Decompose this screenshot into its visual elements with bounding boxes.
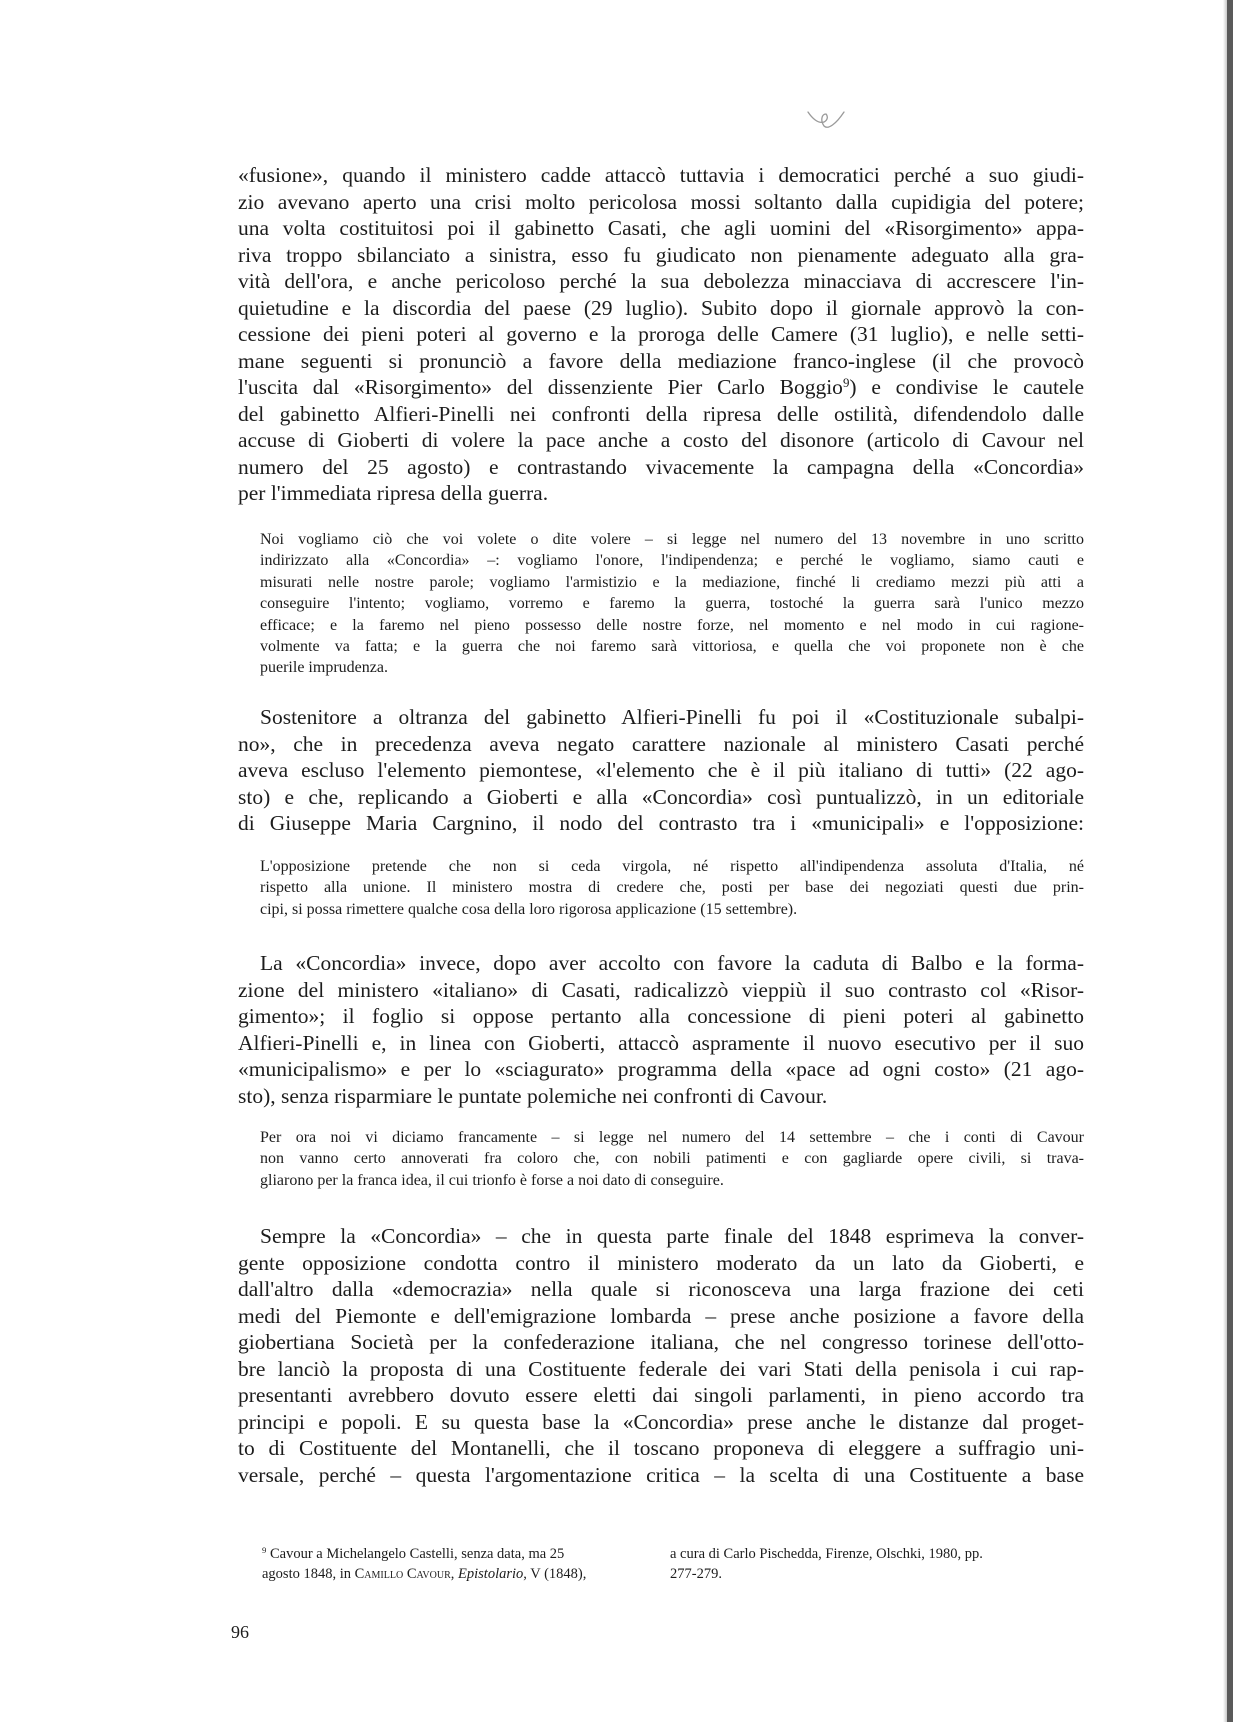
text-line: to di Costituente del Montanelli, che il toscano proponeva di eleggere a suffragio uni- — [238, 1436, 1084, 1460]
text-line: La «Concordia» invece, dopo aver accolto con favore la caduta di Balbo e la forma- — [260, 951, 1084, 975]
text-line: principi e popoli. E su questa base la «Concordia» prese anche le distanze dal proget- — [238, 1409, 1084, 1434]
text-line: Sempre la «Concordia» – che in questa parte finale del 1848 esprimeva la conver- — [260, 1224, 1084, 1248]
block-quote-1 — [260, 529, 1084, 679]
text-line: zio avevano aperto una crisi molto pericolosa mossi soltanto dalla cupidigia del potere; — [238, 189, 1084, 214]
page-number: 96 — [231, 1622, 249, 1642]
quote-line: efficace; e la faremo nel pieno possesso delle nostre forze, nel momento e nel modo in cui ragione- — [260, 616, 1084, 634]
text-line: sto) e che, replicando a Gioberti e alla «Concordia» così puntualizzò, in un editoriale — [238, 784, 1084, 809]
text-line: una volta costituitosi poi il gabinetto Casati, che agli uomini del «Risorgimento» appa- — [238, 216, 1084, 240]
text-line: cessione dei pieni poteri al governo e la proroga delle Camere (31 luglio), e nelle setti- — [238, 322, 1084, 346]
footnote-text: Cavour a Michelangelo Castelli, senza data, ma 25 — [266, 1546, 565, 1562]
text-line: per l'immediata ripresa della guerra. — [238, 481, 549, 505]
quote-line: Noi vogliamo ciò che voi volete o dite volere – si legge nel numero del 13 novembre in uno scritto — [260, 531, 1084, 548]
text-line: di Giuseppe Maria Cargnino, il nodo del contrasto tra i «municipali» e l'opposizione: — [238, 811, 1084, 835]
footnote-author: Camillo Cavour — [354, 1566, 451, 1582]
quote-line: L'opposizione pretende che non si ceda virgola, né rispetto all'indipendenza assoluta d'Italia, né — [260, 858, 1084, 875]
quote-line: rispetto alla unione. Il ministero mostra di credere che, posti per base dei negoziati questi due prin- — [260, 879, 1084, 897]
text-line: accuse di Gioberti di volere la pace anche a costo del disonore (articolo di Cavour nel — [238, 428, 1084, 452]
text-line: aveva escluso l'elemento piemontese, «l'elemento che è il più italiano di tutti» (22 ago- — [238, 758, 1084, 782]
text-line: bre lanciò la proposta di una Costituente federale dei vari Stati della penisola i cui rap- — [238, 1356, 1084, 1381]
text-line: zione del ministero «italiano» di Casati, radicalizzò vieppiù il suo contrasto col «Risor- — [238, 977, 1084, 1002]
paragraph-2 — [238, 704, 1084, 837]
footnote-text: agosto 1848, in — [262, 1566, 355, 1582]
footnote-right — [670, 1544, 1084, 1584]
pencil-mark — [806, 108, 852, 138]
footnote-reference[interactable]: 9 — [842, 375, 850, 390]
text-line: gimento»; il foglio si oppose pertanto alla concessione di pieni poteri al gabinetto — [238, 1004, 1084, 1028]
text-line: quietudine e la discordia del paese (29 luglio). Subito dopo il giornale approvò la con- — [238, 295, 1084, 320]
block-quote-2 — [260, 856, 1084, 920]
footnote-line: 277-279. — [670, 1566, 722, 1582]
footnote-text: , — [450, 1566, 459, 1582]
text-line: giobertiana Società per la confederazione italiana, che nel congresso torinese dell'otto- — [238, 1330, 1084, 1354]
text-line: Sostenitore a oltranza del gabinetto Alfieri-Pinelli fu poi il «Costituzionale subalpi- — [260, 705, 1084, 729]
text-line: del gabinetto Alfieri-Pinelli nei confronti della ripresa delle ostilità, difendendolo dalle — [238, 401, 1084, 426]
text-fragment: ) e condivise le cautele — [849, 375, 1084, 399]
text-line: «fusione», quando il ministero cadde attaccò tuttavia i democratici perché a suo giudi- — [238, 163, 1084, 187]
paragraph-1 — [238, 162, 1084, 507]
quote-line: conseguire l'intento; vogliamo, vorremo e faremo la guerra, tostoché la guerra sarà l'unico mezzo — [260, 595, 1084, 613]
text-line: vità dell'ora, e anche pericoloso perché la sua debolezza minacciava di accrescere l'in- — [238, 269, 1084, 293]
paragraph-3 — [238, 950, 1084, 1109]
footnote-line — [262, 1544, 662, 1564]
text-line-with-note — [238, 374, 1084, 401]
text-line: sto), senza risparmiare le puntate polemiche nei confronti di Cavour. — [238, 1083, 828, 1108]
text-line: Alfieri-Pinelli e, in linea con Gioberti, attaccò aspramente il nuovo esecutivo per il suo — [238, 1030, 1084, 1055]
text-line: gente opposizione condotta contro il ministero moderato da un lato da Gioberti, e — [238, 1250, 1084, 1275]
quote-line: Per ora noi vi diciamo francamente – si legge nel numero del 14 settembre – che i conti di Cavour — [260, 1129, 1084, 1146]
quote-line: cipi, si possa rimettere qualche cosa della loro rigorosa applicazione (15 settembre). — [260, 900, 798, 918]
text-line: versale, perché – questa l'argomentazione critica – la scelta di una Costituente a base — [238, 1462, 1084, 1487]
quote-line: volmente va fatta; e la guerra che noi faremo sarà vittoriosa, e quella che voi proponete non è che — [260, 638, 1084, 656]
footnote-number: 9 — [262, 1545, 267, 1556]
quote-line: indirizzato alla «Concordia» –: vogliamo l'onore, l'indipendenza; e perché le vogliamo, siamo cauti e — [260, 552, 1084, 570]
paragraph-4 — [238, 1223, 1084, 1488]
footnote-title: Epistolario — [458, 1566, 524, 1582]
footnote-left — [262, 1544, 662, 1584]
text-line: medi del Piemonte e dell'emigrazione lombarda – prese anche posizione a favore della — [238, 1303, 1084, 1328]
text-line: «municipalismo» e per lo «sciagurato» programma della «pace ad ogni costo» (21 ago- — [238, 1057, 1084, 1081]
text-fragment: l'uscita dal «Risorgimento» del dissenziente Pier Carlo Boggio — [238, 375, 843, 399]
quote-line: puerile imprudenza. — [260, 659, 388, 677]
block-quote-3 — [260, 1127, 1084, 1191]
text-line: numero del 25 agosto) e contrastando vivacemente la campagna della «Concordia» — [238, 454, 1084, 479]
text-line: mane seguenti si pronunciò a favore della mediazione franco-inglese (il che provocò — [238, 348, 1084, 373]
text-line: riva troppo sbilanciato a sinistra, esso fu giudicato non pienamente adeguato alla gra- — [238, 242, 1084, 267]
footnote-text: , V (1848), — [523, 1566, 587, 1582]
footnote-line — [262, 1564, 662, 1584]
quote-line: gliarono per la franca idea, il cui trionfo è forse a noi dato di conseguire. — [260, 1171, 724, 1189]
quote-line: non vanno certo annoverati fra coloro che, con nobili patimenti e con gagliarde opere civili, si trava- — [260, 1150, 1084, 1168]
text-line: presentanti avrebbero dovuto essere eletti dai singoli parlamenti, in pieno accordo tra — [238, 1383, 1084, 1407]
footnote-line: a cura di Carlo Pischedda, Firenze, Olschki, 1980, pp. — [670, 1546, 983, 1562]
quote-line: misurati nelle nostre parole; vogliamo l'armistizio e la mediazione, finché li crediamo mezzi più atti a — [260, 573, 1084, 591]
page-binding-edge — [1227, 0, 1233, 1722]
text-line: no», che in precedenza aveva negato carattere nazionale al ministero Casati perché — [238, 731, 1084, 756]
text-line: dall'altro dalla «democrazia» nella quale si riconosceva una larga frazione dei ceti — [238, 1277, 1084, 1301]
